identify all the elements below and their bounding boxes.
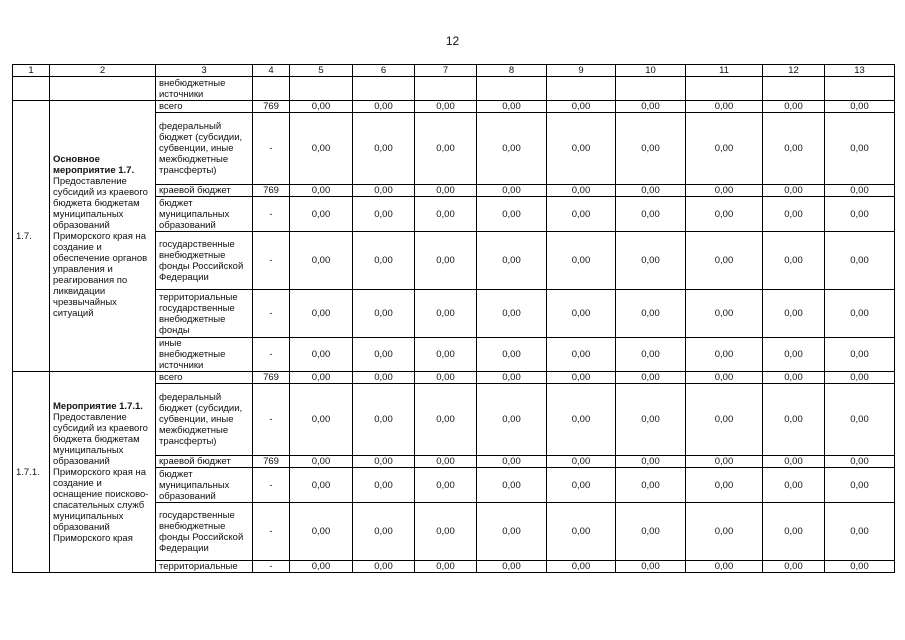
amount-cell: 0,00 bbox=[825, 113, 895, 185]
amount-cell: 0,00 bbox=[686, 197, 763, 232]
header-cell: 6 bbox=[353, 65, 415, 77]
amount-cell: 0,00 bbox=[353, 185, 415, 197]
item-title-heading: Основное мероприятие 1.7. bbox=[53, 153, 135, 176]
amount-cell: 0,00 bbox=[547, 185, 616, 197]
amount-cell: 0,00 bbox=[616, 290, 686, 338]
amount-cell: 0,00 bbox=[547, 338, 616, 372]
header-cell: 10 bbox=[616, 65, 686, 77]
amount-cell: 0,00 bbox=[763, 372, 825, 384]
amount-cell: 0,00 bbox=[616, 232, 686, 290]
amount-cell: 0,00 bbox=[353, 290, 415, 338]
empty-cell bbox=[290, 77, 353, 101]
header-cell: 2 bbox=[50, 65, 156, 77]
code-cell: - bbox=[253, 561, 290, 573]
carry-over-row bbox=[13, 77, 895, 101]
amount-cell: 0,00 bbox=[616, 197, 686, 232]
amount-cell: 0,00 bbox=[353, 101, 415, 113]
amount-cell: 0,00 bbox=[686, 456, 763, 468]
amount-cell: 0,00 bbox=[547, 290, 616, 338]
header-cell: 4 bbox=[253, 65, 290, 77]
amount-cell: 0,00 bbox=[825, 468, 895, 503]
table-header-row bbox=[13, 65, 895, 77]
code-cell: - bbox=[253, 338, 290, 372]
amount-cell: 0,00 bbox=[547, 372, 616, 384]
amount-cell: 0,00 bbox=[616, 384, 686, 456]
amount-cell: 0,00 bbox=[686, 232, 763, 290]
amount-cell: 0,00 bbox=[825, 384, 895, 456]
amount-cell: 0,00 bbox=[547, 456, 616, 468]
amount-cell: 0,00 bbox=[477, 338, 547, 372]
amount-cell: 0,00 bbox=[686, 503, 763, 561]
code-cell: 769 bbox=[253, 101, 290, 113]
amount-cell: 0,00 bbox=[415, 384, 477, 456]
amount-cell: 0,00 bbox=[353, 561, 415, 573]
amount-cell: 0,00 bbox=[290, 101, 353, 113]
amount-cell: 0,00 bbox=[353, 197, 415, 232]
amount-cell: 0,00 bbox=[547, 561, 616, 573]
amount-cell: 0,00 bbox=[825, 290, 895, 338]
empty-cell bbox=[415, 77, 477, 101]
amount-cell: 0,00 bbox=[415, 338, 477, 372]
funding-source: бюджет муниципальных образований bbox=[156, 468, 253, 503]
amount-cell: 0,00 bbox=[686, 468, 763, 503]
amount-cell: 0,00 bbox=[290, 384, 353, 456]
amount-cell: 0,00 bbox=[477, 384, 547, 456]
amount-cell: 0,00 bbox=[616, 372, 686, 384]
amount-cell: 0,00 bbox=[353, 503, 415, 561]
code-cell: 769 bbox=[253, 456, 290, 468]
amount-cell: 0,00 bbox=[415, 113, 477, 185]
empty-cell bbox=[13, 77, 50, 101]
amount-cell: 0,00 bbox=[763, 503, 825, 561]
code-cell: - bbox=[253, 197, 290, 232]
amount-cell: 0,00 bbox=[353, 338, 415, 372]
funding-source: иные внебюджетные источники bbox=[156, 338, 253, 372]
amount-cell: 0,00 bbox=[825, 372, 895, 384]
amount-cell: 0,00 bbox=[763, 197, 825, 232]
code-cell: - bbox=[253, 232, 290, 290]
header-cell: 12 bbox=[763, 65, 825, 77]
amount-cell: 0,00 bbox=[477, 197, 547, 232]
item-code: 1.7. bbox=[13, 101, 50, 372]
amount-cell: 0,00 bbox=[616, 113, 686, 185]
empty-cell bbox=[686, 77, 763, 101]
amount-cell: 0,00 bbox=[290, 185, 353, 197]
table-row bbox=[13, 372, 895, 384]
amount-cell: 0,00 bbox=[415, 185, 477, 197]
amount-cell: 0,00 bbox=[763, 456, 825, 468]
item-title bbox=[50, 372, 156, 573]
empty-cell bbox=[353, 77, 415, 101]
header-cell: 5 bbox=[290, 65, 353, 77]
amount-cell: 0,00 bbox=[763, 232, 825, 290]
amount-cell: 0,00 bbox=[415, 468, 477, 503]
amount-cell: 0,00 bbox=[763, 185, 825, 197]
empty-cell bbox=[547, 77, 616, 101]
amount-cell: 0,00 bbox=[763, 290, 825, 338]
amount-cell: 0,00 bbox=[415, 197, 477, 232]
amount-cell: 0,00 bbox=[477, 101, 547, 113]
funding-source: всего bbox=[156, 372, 253, 384]
amount-cell: 0,00 bbox=[477, 456, 547, 468]
amount-cell: 0,00 bbox=[616, 561, 686, 573]
amount-cell: 0,00 bbox=[763, 101, 825, 113]
funding-source: краевой бюджет bbox=[156, 185, 253, 197]
amount-cell: 0,00 bbox=[477, 185, 547, 197]
amount-cell: 0,00 bbox=[290, 561, 353, 573]
amount-cell: 0,00 bbox=[547, 384, 616, 456]
code-cell: - bbox=[253, 113, 290, 185]
empty-cell bbox=[50, 77, 156, 101]
amount-cell: 0,00 bbox=[763, 561, 825, 573]
amount-cell: 0,00 bbox=[353, 372, 415, 384]
amount-cell: 0,00 bbox=[290, 372, 353, 384]
amount-cell: 0,00 bbox=[547, 232, 616, 290]
amount-cell: 0,00 bbox=[290, 503, 353, 561]
amount-cell: 0,00 bbox=[415, 561, 477, 573]
amount-cell: 0,00 bbox=[763, 468, 825, 503]
funding-source: бюджет муниципальных образований bbox=[156, 197, 253, 232]
funding-source: внебюджетные источники bbox=[156, 77, 253, 101]
amount-cell: 0,00 bbox=[415, 503, 477, 561]
amount-cell: 0,00 bbox=[415, 232, 477, 290]
amount-cell: 0,00 bbox=[353, 384, 415, 456]
funding-source: краевой бюджет bbox=[156, 456, 253, 468]
amount-cell: 0,00 bbox=[825, 338, 895, 372]
amount-cell: 0,00 bbox=[763, 113, 825, 185]
amount-cell: 0,00 bbox=[686, 372, 763, 384]
amount-cell: 0,00 bbox=[616, 468, 686, 503]
amount-cell: 0,00 bbox=[825, 185, 895, 197]
code-cell: 769 bbox=[253, 372, 290, 384]
item-title bbox=[50, 101, 156, 372]
amount-cell: 0,00 bbox=[290, 232, 353, 290]
amount-cell: 0,00 bbox=[616, 185, 686, 197]
funding-source: федеральный бюджет (субсидии, субвенции, иные межбюджетные трансферты) bbox=[156, 384, 253, 456]
amount-cell: 0,00 bbox=[763, 384, 825, 456]
amount-cell: 0,00 bbox=[825, 561, 895, 573]
amount-cell: 0,00 bbox=[825, 456, 895, 468]
amount-cell: 0,00 bbox=[547, 503, 616, 561]
amount-cell: 0,00 bbox=[547, 197, 616, 232]
funding-source: территориальные bbox=[156, 561, 253, 573]
amount-cell: 0,00 bbox=[547, 468, 616, 503]
amount-cell: 0,00 bbox=[616, 456, 686, 468]
item-title-heading: Мероприятие 1.7.1. bbox=[53, 400, 143, 412]
amount-cell: 0,00 bbox=[477, 561, 547, 573]
table-row bbox=[13, 101, 895, 113]
amount-cell: 0,00 bbox=[415, 101, 477, 113]
empty-cell bbox=[253, 77, 290, 101]
amount-cell: 0,00 bbox=[353, 113, 415, 185]
empty-cell bbox=[763, 77, 825, 101]
amount-cell: 0,00 bbox=[825, 197, 895, 232]
header-cell: 7 bbox=[415, 65, 477, 77]
amount-cell: 0,00 bbox=[290, 113, 353, 185]
funding-source: всего bbox=[156, 101, 253, 113]
empty-cell bbox=[477, 77, 547, 101]
funding-source: территориальные государственные внебюджетные фонды bbox=[156, 290, 253, 338]
amount-cell: 0,00 bbox=[290, 290, 353, 338]
amount-cell: 0,00 bbox=[290, 197, 353, 232]
item-title-description: Предоставление субсидий из краевого бюджета бюджетам муниципальных образований Приморского края на создание и оснащение поисково-спасательных служб муниципальных образований Приморского края bbox=[53, 411, 149, 544]
amount-cell: 0,00 bbox=[477, 113, 547, 185]
amount-cell: 0,00 bbox=[686, 101, 763, 113]
amount-cell: 0,00 bbox=[616, 338, 686, 372]
table-body bbox=[13, 65, 895, 573]
amount-cell: 0,00 bbox=[477, 503, 547, 561]
amount-cell: 0,00 bbox=[290, 456, 353, 468]
amount-cell: 0,00 bbox=[353, 468, 415, 503]
amount-cell: 0,00 bbox=[415, 372, 477, 384]
amount-cell: 0,00 bbox=[353, 232, 415, 290]
amount-cell: 0,00 bbox=[616, 101, 686, 113]
page-number: 12 bbox=[445, 34, 460, 48]
empty-cell bbox=[825, 77, 895, 101]
amount-cell: 0,00 bbox=[825, 232, 895, 290]
amount-cell: 0,00 bbox=[686, 113, 763, 185]
amount-cell: 0,00 bbox=[290, 468, 353, 503]
header-cell: 1 bbox=[13, 65, 50, 77]
budget-table bbox=[12, 64, 895, 573]
code-cell: - bbox=[253, 503, 290, 561]
amount-cell: 0,00 bbox=[290, 338, 353, 372]
item-title-description: Предоставление субсидий из краевого бюджета бюджетам муниципальных образований Приморского края на создание и обеспечение органов управления и реагирования по ликвидации чрезвычайных ситуаций bbox=[53, 175, 148, 319]
amount-cell: 0,00 bbox=[686, 290, 763, 338]
amount-cell: 0,00 bbox=[477, 468, 547, 503]
amount-cell: 0,00 bbox=[547, 101, 616, 113]
header-cell: 11 bbox=[686, 65, 763, 77]
code-cell: 769 bbox=[253, 185, 290, 197]
amount-cell: 0,00 bbox=[477, 232, 547, 290]
code-cell: - bbox=[253, 290, 290, 338]
amount-cell: 0,00 bbox=[686, 561, 763, 573]
amount-cell: 0,00 bbox=[763, 338, 825, 372]
amount-cell: 0,00 bbox=[825, 503, 895, 561]
amount-cell: 0,00 bbox=[477, 372, 547, 384]
header-cell: 13 bbox=[825, 65, 895, 77]
header-cell: 9 bbox=[547, 65, 616, 77]
amount-cell: 0,00 bbox=[353, 456, 415, 468]
amount-cell: 0,00 bbox=[616, 503, 686, 561]
amount-cell: 0,00 bbox=[686, 384, 763, 456]
amount-cell: 0,00 bbox=[415, 290, 477, 338]
amount-cell: 0,00 bbox=[686, 185, 763, 197]
funding-source: государственные внебюджетные фонды Российской Федерации bbox=[156, 503, 253, 561]
header-cell: 8 bbox=[477, 65, 547, 77]
item-code: 1.7.1. bbox=[13, 372, 50, 573]
code-cell: - bbox=[253, 468, 290, 503]
header-cell: 3 bbox=[156, 65, 253, 77]
amount-cell: 0,00 bbox=[825, 101, 895, 113]
amount-cell: 0,00 bbox=[547, 113, 616, 185]
funding-source: федеральный бюджет (субсидии, субвенции, иные межбюджетные трансферты) bbox=[156, 113, 253, 185]
funding-source: государственные внебюджетные фонды Российской Федерации bbox=[156, 232, 253, 290]
empty-cell bbox=[616, 77, 686, 101]
code-cell: - bbox=[253, 384, 290, 456]
amount-cell: 0,00 bbox=[415, 456, 477, 468]
amount-cell: 0,00 bbox=[686, 338, 763, 372]
amount-cell: 0,00 bbox=[477, 290, 547, 338]
